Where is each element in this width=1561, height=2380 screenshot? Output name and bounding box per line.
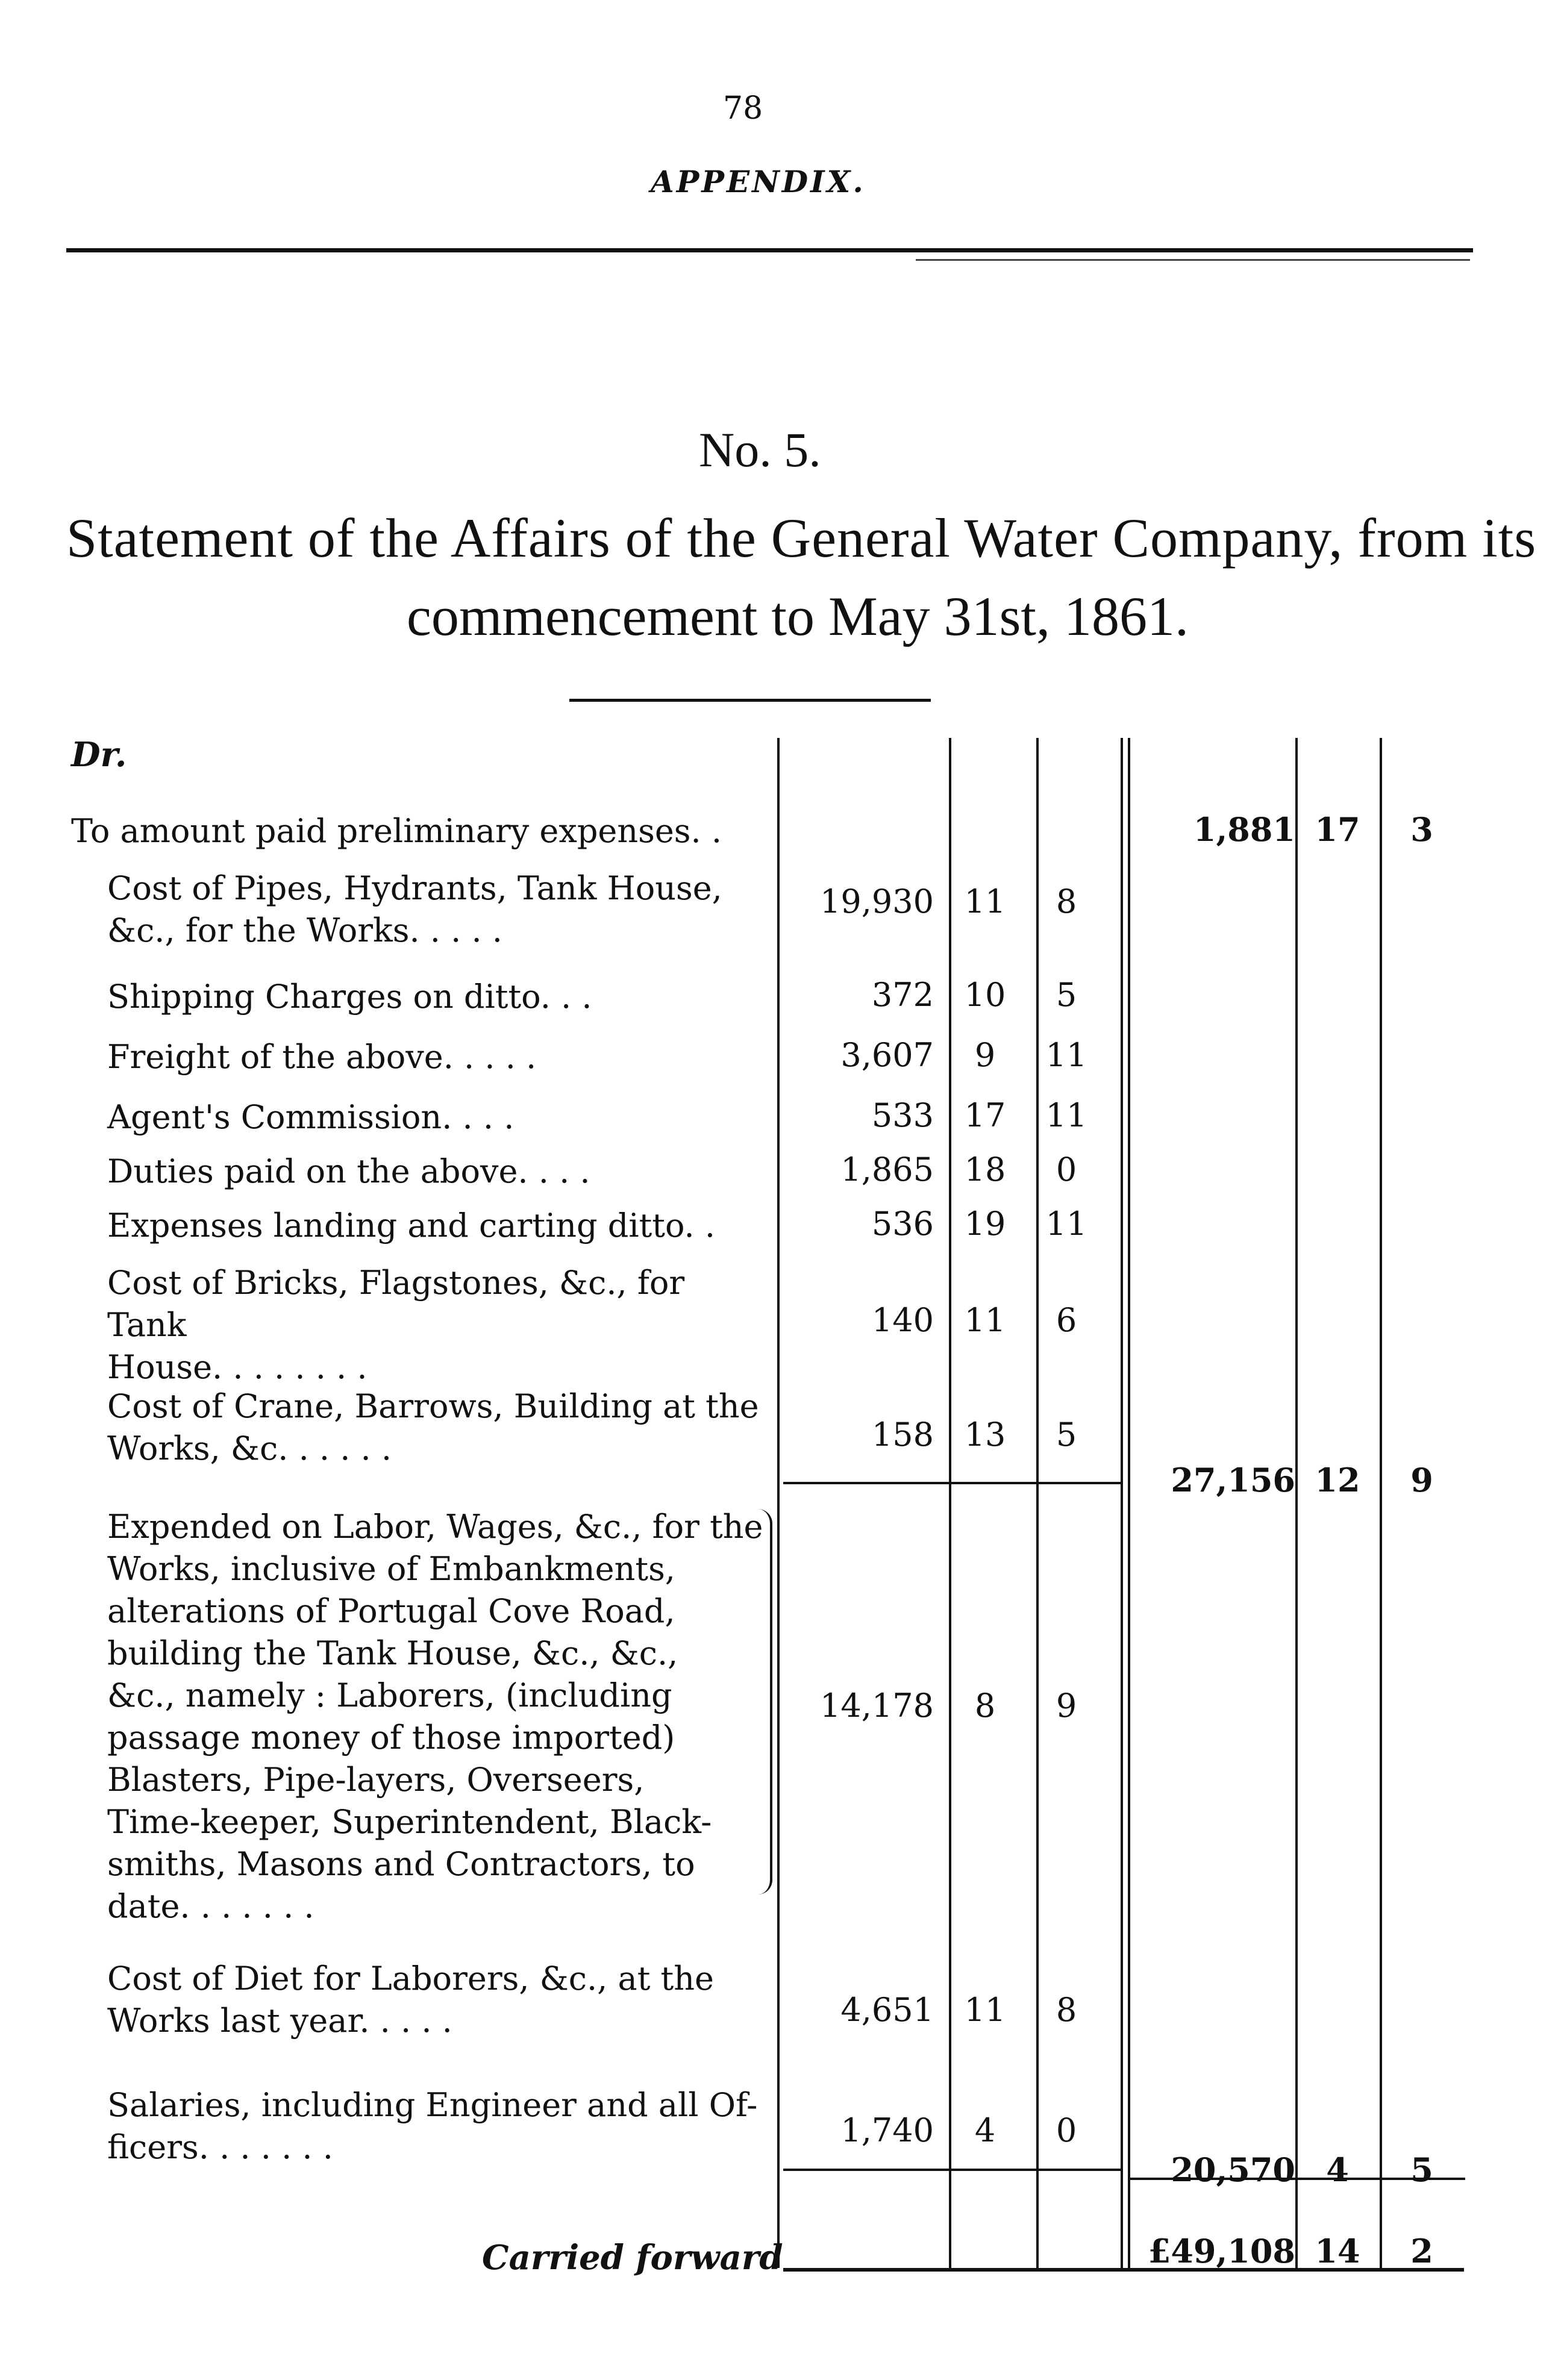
row-description-line: date. . . . . . . bbox=[107, 1887, 314, 1925]
subtotal-rule-2 bbox=[783, 2169, 1121, 2171]
item-pounds: 372 bbox=[871, 976, 934, 1014]
row-description-line: Expenses landing and carting ditto. . bbox=[107, 1207, 716, 1245]
row-description bbox=[107, 1958, 770, 2042]
row-description-line: Cost of Pipes, Hydrants, Tank House, bbox=[107, 869, 722, 907]
row-description-line: Cost of Bricks, Flagstones, &c., for Tank bbox=[107, 1264, 685, 1344]
row-description-line: Works, &c. . . . . . bbox=[107, 1429, 392, 1467]
row-description-line: building the Tank House, &c., &c., bbox=[107, 1634, 678, 1672]
row-description-line: Cost of Diet for Laborers, &c., at the bbox=[107, 1960, 714, 1997]
total-shillings: 4 bbox=[1326, 2150, 1349, 2189]
item-pounds: 536 bbox=[871, 1205, 934, 1243]
row-description-line: Works, inclusive of Embankments, bbox=[107, 1550, 675, 1588]
document-number: No. 5. bbox=[699, 422, 821, 477]
item-shillings: 10 bbox=[964, 976, 1006, 1014]
item-pence: 0 bbox=[1056, 2111, 1077, 2149]
total-pounds: 1,881 bbox=[1193, 810, 1295, 849]
column-rule-total-shillings-left bbox=[1295, 738, 1298, 2268]
item-pence: 11 bbox=[1045, 1036, 1087, 1074]
document-title-line-2: commencement to May 31st, 1861. bbox=[407, 586, 1189, 647]
item-pence: 5 bbox=[1056, 976, 1077, 1014]
running-title: APPENDIX. bbox=[651, 164, 866, 199]
item-shillings: 9 bbox=[974, 1036, 996, 1074]
item-shillings: 4 bbox=[974, 2111, 996, 2149]
total-pence: 9 bbox=[1410, 1461, 1433, 1499]
column-rule-total-left-double bbox=[1128, 738, 1130, 2268]
row-description bbox=[107, 1385, 770, 1470]
total-shillings: 12 bbox=[1315, 1461, 1360, 1499]
row-description-line: &c., for the Works. . . . . bbox=[107, 911, 502, 949]
carried-forward-pence: 2 bbox=[1410, 2232, 1433, 2270]
subtotal-rule-1 bbox=[783, 1482, 1121, 1484]
row-description-line: &c., namely : Laborers, (including bbox=[107, 1676, 672, 1714]
total-pounds: 20,570 bbox=[1171, 2150, 1295, 2189]
row-description-line: Expended on Labor, Wages, &c., for the bbox=[107, 1508, 763, 1546]
item-shillings: 13 bbox=[964, 1416, 1006, 1454]
item-pounds: 14,178 bbox=[820, 1687, 934, 1725]
column-rule-shillings-left bbox=[949, 738, 951, 2268]
row-description-line: Freight of the above. . . . . bbox=[107, 1038, 537, 1076]
row-description bbox=[71, 810, 770, 852]
document-title-line-1: Statement of the Affairs of the General Water Company, from its bbox=[66, 507, 1537, 569]
title-rule bbox=[569, 699, 931, 702]
row-description-line: Cost of Crane, Barrows, Building at the bbox=[107, 1387, 759, 1425]
item-pounds: 4,651 bbox=[840, 1991, 934, 2029]
row-description bbox=[107, 2084, 770, 2169]
row-description-line: Time-keeper, Superintendent, Black- bbox=[107, 1803, 712, 1841]
item-pounds: 1,865 bbox=[840, 1151, 934, 1188]
item-pounds: 19,930 bbox=[820, 882, 934, 920]
item-shillings: 17 bbox=[964, 1096, 1006, 1134]
row-description-line: passage money of those imported) bbox=[107, 1719, 675, 1757]
item-pounds: 533 bbox=[871, 1096, 934, 1134]
row-description-line: To amount paid preliminary expenses. . bbox=[71, 812, 722, 850]
row-description-line: ficers. . . . . . . bbox=[107, 2128, 333, 2166]
item-pence: 6 bbox=[1056, 1301, 1077, 1339]
column-rule-pence-left bbox=[1036, 738, 1039, 2268]
total-pounds: 27,156 bbox=[1171, 1461, 1295, 1499]
column-rule-total-pence-left bbox=[1380, 738, 1382, 2268]
row-description-line: smiths, Masons and Contractors, to bbox=[107, 1845, 695, 1883]
row-description bbox=[107, 1262, 770, 1388]
item-pence: 11 bbox=[1045, 1096, 1087, 1134]
item-pounds: 1,740 bbox=[840, 2111, 934, 2149]
carried-forward-pounds: £49,108 bbox=[1148, 2232, 1295, 2270]
page-number: 78 bbox=[723, 90, 763, 126]
item-pounds: 3,607 bbox=[840, 1036, 934, 1074]
item-pence: 5 bbox=[1056, 1416, 1077, 1454]
row-description-line: Works last year. . . . . bbox=[107, 2002, 452, 2040]
column-rule-total-left bbox=[1121, 738, 1123, 2268]
carried-forward-label: Carried forward bbox=[482, 2238, 783, 2278]
item-pence: 11 bbox=[1045, 1205, 1087, 1243]
item-shillings: 18 bbox=[964, 1151, 1006, 1188]
total-shillings: 17 bbox=[1315, 810, 1360, 849]
row-description bbox=[107, 1205, 770, 1247]
item-shillings: 19 bbox=[964, 1205, 1006, 1243]
item-pence: 9 bbox=[1056, 1687, 1077, 1725]
item-shillings: 11 bbox=[964, 1301, 1006, 1339]
row-description-line: Agent's Commission. . . . bbox=[107, 1098, 515, 1136]
header-rule bbox=[66, 248, 1473, 252]
row-description bbox=[107, 1151, 770, 1193]
item-shillings: 11 bbox=[964, 1991, 1006, 2029]
row-description bbox=[107, 1036, 770, 1078]
row-description-line: Blasters, Pipe-layers, Overseers, bbox=[107, 1761, 645, 1799]
item-pounds: 158 bbox=[871, 1416, 934, 1454]
row-description-line: Shipping Charges on ditto. . . bbox=[107, 978, 592, 1016]
item-pence: 0 bbox=[1056, 1151, 1077, 1188]
item-pence: 8 bbox=[1056, 882, 1077, 920]
row-description bbox=[107, 976, 770, 1018]
row-description-line: Duties paid on the above. . . . bbox=[107, 1152, 590, 1190]
header-rule-secondary bbox=[916, 259, 1470, 261]
item-shillings: 8 bbox=[974, 1687, 996, 1725]
row-description-line: Salaries, including Engineer and all Of- bbox=[107, 2086, 758, 2124]
row-description bbox=[107, 867, 770, 952]
column-rule-pounds-left bbox=[777, 738, 780, 2268]
row-description-line: alterations of Portugal Cove Road, bbox=[107, 1592, 675, 1630]
item-pence: 8 bbox=[1056, 1991, 1077, 2029]
row-description bbox=[107, 1506, 770, 1928]
carried-forward-shillings: 14 bbox=[1315, 2232, 1360, 2270]
row-description-line: House. . . . . . . . bbox=[107, 1348, 368, 1386]
item-shillings: 11 bbox=[964, 882, 1006, 920]
item-pounds: 140 bbox=[871, 1301, 934, 1339]
total-pence: 3 bbox=[1410, 810, 1433, 849]
debit-label: Dr. bbox=[71, 735, 127, 775]
total-pence: 5 bbox=[1410, 2150, 1433, 2189]
row-description bbox=[107, 1096, 770, 1138]
